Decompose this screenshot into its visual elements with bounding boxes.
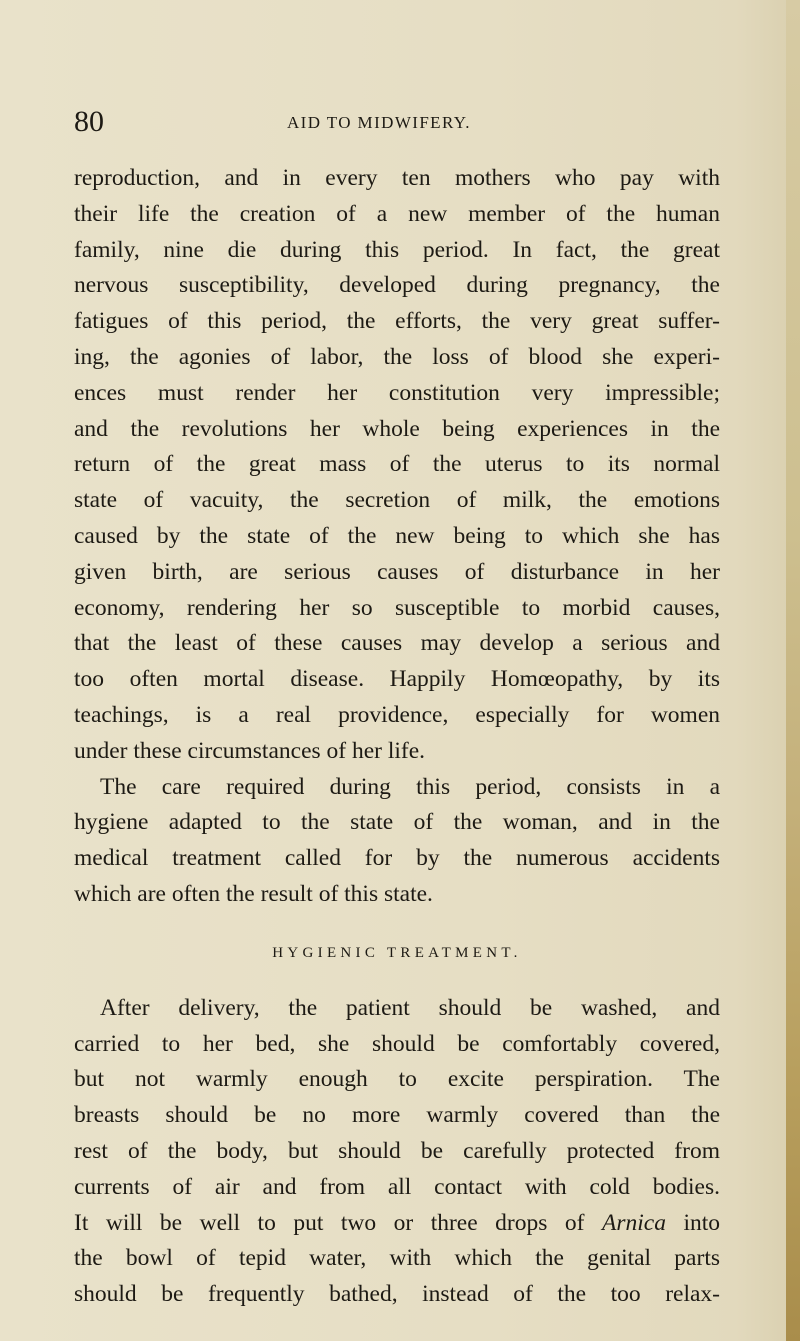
text-line-with-italic	[74, 1206, 720, 1242]
text-line: carried to her bed, she should be comfortably covered,	[74, 1030, 720, 1057]
text-line: should be frequently bathed, instead of the too relax-	[74, 1281, 720, 1308]
text-line: which are often the result of this state.	[74, 880, 433, 907]
text-line: fatigues of this period, the efforts, the very great suffer-	[74, 308, 720, 335]
text-segment: It will be well to put two or three drops of	[74, 1209, 585, 1236]
text-line: ing, the agonies of labor, the loss of blood she experi-	[74, 343, 720, 370]
text-line: The care required during this period, consists in a	[100, 773, 720, 800]
text-line: that the least of these causes may develop a serious and	[74, 630, 720, 657]
text-line: rest of the body, but should be carefully protected from	[74, 1137, 720, 1164]
body-text	[74, 161, 720, 1313]
text-line: hygiene adapted to the state of the woman, and in the	[74, 809, 720, 836]
text-line: teachings, is a real providence, especially for women	[74, 701, 720, 728]
text-line: economy, rendering her so susceptible to morbid causes,	[74, 594, 720, 621]
section-heading: HYGIENIC TREATMENT.	[272, 944, 522, 961]
text-line: their life the creation of a new member of the human	[74, 200, 720, 227]
text-line: After delivery, the patient should be washed, and	[100, 994, 720, 1021]
text-line: caused by the state of the new being to which she has	[74, 522, 720, 549]
italic-term: Arnica	[601, 1209, 666, 1236]
text-line: currents of air and from all contact with cold bodies.	[74, 1173, 720, 1200]
running-head: AID TO MIDWIFERY.	[287, 113, 471, 132]
page-edge	[786, 0, 800, 1341]
page-header	[74, 104, 720, 140]
text-segment: into	[683, 1209, 721, 1236]
text-line: state of vacuity, the secretion of milk, the emotions	[74, 487, 720, 514]
text-line: nervous susceptibility, developed during pregnancy, the	[74, 272, 720, 299]
text-line: return of the great mass of the uterus to its normal	[74, 451, 720, 478]
text-line: medical treatment called for by the numerous accidents	[74, 845, 720, 872]
text-line: and the revolutions her whole being experiences in the	[74, 415, 720, 442]
text-line: the bowl of tepid water, with which the genital parts	[74, 1245, 720, 1272]
text-line: too often mortal disease. Happily Homœopathy, by its	[74, 666, 720, 693]
text-line: reproduction, and in every ten mothers who pay with	[74, 165, 720, 191]
text-line: but not warmly enough to excite perspiration. The	[74, 1066, 720, 1093]
text-line: given birth, are serious causes of disturbance in her	[74, 558, 720, 585]
text-line: family, nine die during this period. In fact, the great	[74, 236, 720, 263]
text-line: breasts should be no more warmly covered than the	[74, 1102, 720, 1129]
text-line: ences must render her constitution very impressible;	[74, 379, 720, 406]
page-number: 80	[74, 105, 104, 138]
text-line: under these circumstances of her life.	[74, 737, 426, 764]
